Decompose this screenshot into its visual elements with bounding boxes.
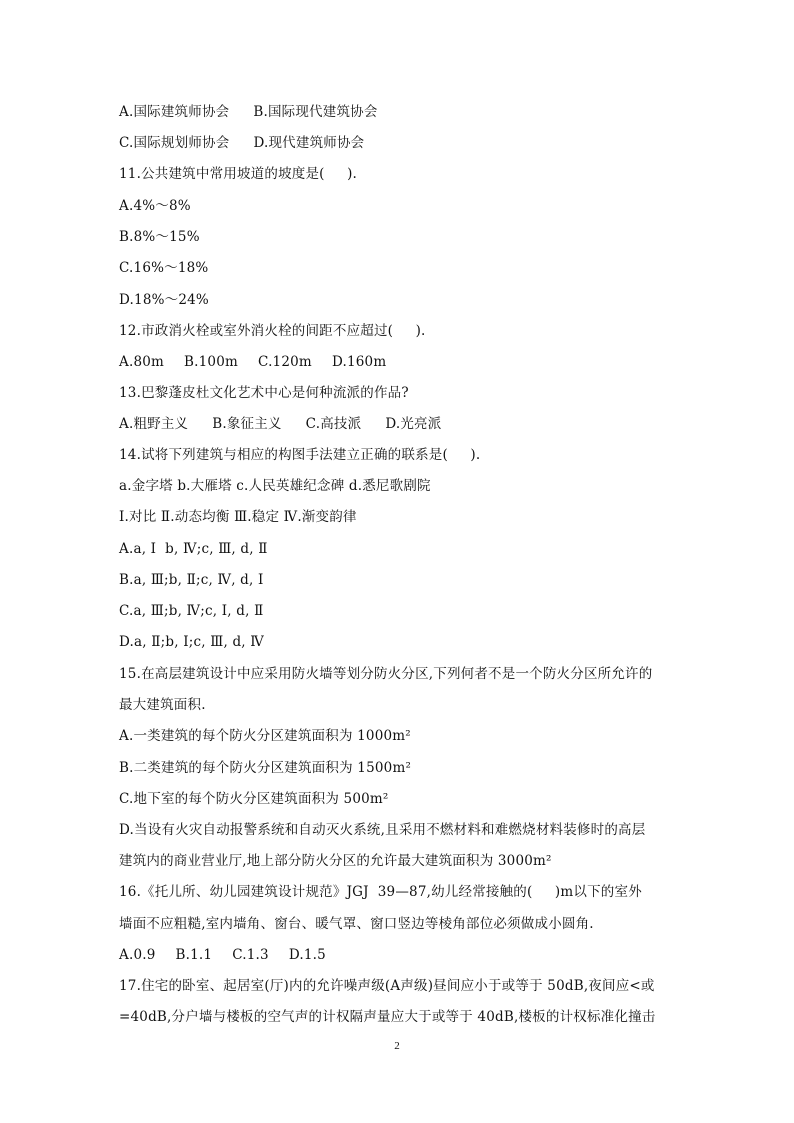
q15-stem-line-1: 15.在高层建筑设计中应采用防火墙等划分防火分区,下列何者不是一个防火分区所允许的 [119,666,653,682]
q16-stem-line-2: 墙面不应粗糙,室内墙角、窗台、暖气罩、窗口竖边等棱角部位必须做成小圆角. [119,916,594,932]
q14-option-b: B.a, Ⅲ;b, Ⅱ;c, Ⅳ, d, Ⅰ [119,572,264,588]
q16-option-c: C.1.3 [232,947,269,963]
q14-option-d: D.a, Ⅱ;b, Ⅰ;c, Ⅲ, d, Ⅳ [119,634,264,650]
q14-option-c: C.a, Ⅲ;b, Ⅳ;c, Ⅰ, d, Ⅱ [119,603,264,619]
q13-option-c: C.高技派 [305,416,362,432]
q15-option-d-line-2: 建筑内的商业营业厅,地上部分防火分区的允许最大建筑面积为 3000m² [119,853,552,869]
q13-options [119,414,441,434]
q15-option-b: B.二类建筑的每个防火分区建筑面积为 1500m² [119,760,412,776]
q10-option-d: D.现代建筑师协会 [253,135,365,151]
q15-option-d-line-1: D.当设有火灾自动报警系统和自动灭火系统,且采用不燃材料和难燃烧材料装修时的高层 [119,822,646,838]
q14-techniques: Ⅰ.对比 Ⅱ.动态均衡 Ⅲ.稳定 Ⅳ.渐变韵律 [119,509,357,525]
q13-stem: 13.巴黎蓬皮杜文化艺术中心是何种流派的作品? [119,385,409,401]
q10-option-c: C.国际规划师协会 [119,135,230,151]
q14-option-a: A.a, Ⅰ b, Ⅳ;c, Ⅲ, d, Ⅱ [119,541,268,557]
q11-option-d: D.18%～24% [119,292,209,308]
q10-option-a: A.国际建筑师协会 [119,104,230,120]
q14-stem: 14.试将下列建筑与相应的构图手法建立正确的联系是( ). [119,447,481,463]
q13-option-b: B.象征主义 [212,416,282,432]
q12-option-d: D.160m [331,354,387,370]
q15-option-a: A.一类建筑的每个防火分区建筑面积为 1000m² [119,728,411,744]
q16-options [119,945,326,965]
q13-option-d: D.光亮派 [385,416,442,432]
q16-stem-line-1: 16.《托儿所、幼儿园建筑设计规范》JGJ 39—87,幼儿经常接触的( )m以下的室外 [119,884,642,900]
q17-stem-line-1: 17.住宅的卧室、起居室(厅)内的允许噪声级(A声级)昼间应小于或等于 50dB,夜间应<或 [119,978,655,994]
q16-option-a: A.0.9 [119,947,156,963]
q15-stem-line-2: 最大建筑面积. [119,697,206,713]
q12-option-c: C.120m [258,354,312,370]
q11-option-a: A.4%～8% [119,198,191,214]
q12-options [119,352,386,372]
q11-stem: 11.公共建筑中常用坡道的坡度是( ). [119,166,358,182]
q11-option-c: C.16%～18% [119,260,209,276]
q12-stem: 12.市政消火栓或室外消火栓的间距不应超过( ). [119,323,426,339]
q12-option-b: B.100m [184,354,239,370]
q13-option-a: A.粗野主义 [119,416,189,432]
q11-option-b: B.8%～15% [119,229,200,245]
q15-option-c: C.地下室的每个防火分区建筑面积为 500m² [119,791,389,807]
q14-buildings: a.金字塔 b.大雁塔 c.人民英雄纪念碑 d.悉尼歌剧院 [119,478,431,494]
q10-options-row-2 [119,133,364,153]
page-number: 2 [394,1040,400,1052]
q17-stem-line-2: =40dB,分户墙与楼板的空气声的计权隔声量应大于或等于 40dB,楼板的计权标准化撞击 [119,1009,656,1025]
q16-option-b: B.1.1 [175,947,213,963]
q10-option-b: B.国际现代建筑协会 [253,104,378,120]
q10-options-row-1 [119,102,378,122]
q12-option-a: A.80m [119,354,165,370]
q16-option-d: D.1.5 [288,947,326,963]
